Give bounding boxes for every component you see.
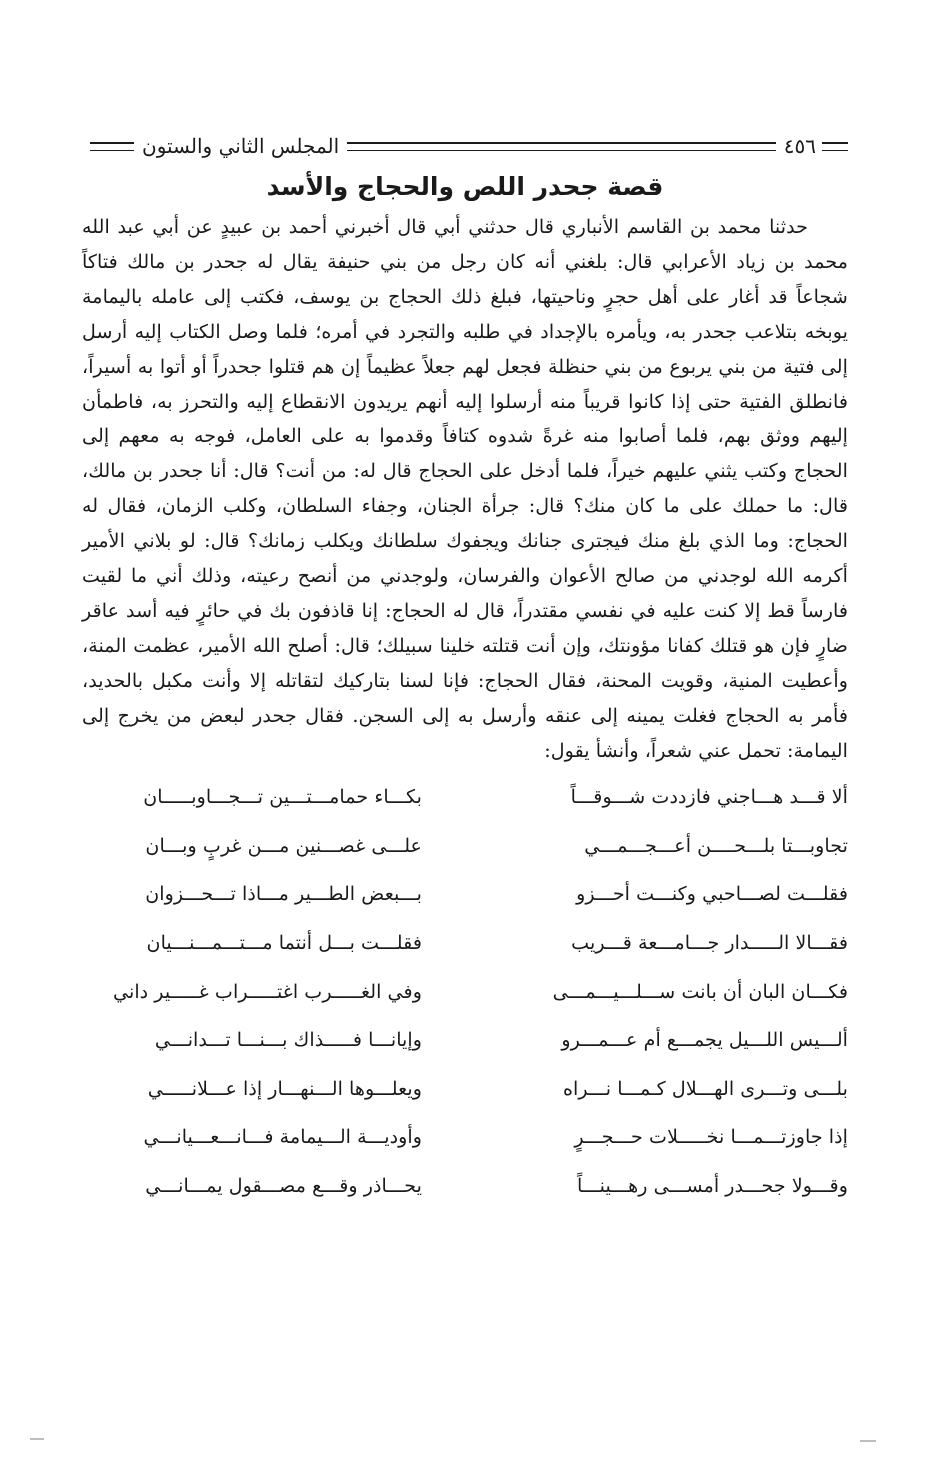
header-rule-middle [347, 142, 776, 151]
verse-line [82, 1161, 848, 1210]
verse-gap [422, 967, 508, 1016]
verse-second-hemistich: فقلـــت بـــل أنتما مـــتـــمـــنـــيان [146, 931, 422, 955]
verse-line [82, 1015, 848, 1064]
verse-first-hemistich: وقـــولا جحـــدر أمســـى رهـــينـــاً [576, 1174, 848, 1198]
verse-line [82, 821, 848, 870]
verse-first-hemistich: فقلـــت لصـــاحبي وكنـــت أحـــزو [576, 882, 848, 906]
verse-line [82, 1113, 848, 1162]
verse-first-hemistich: ألـــيس اللـــيل يجمـــع أم عـــمـــرو [561, 1028, 848, 1052]
story-title: قصة جحدر اللص والحجاج والأسد [266, 172, 664, 201]
verse-first-hemistich: بلـــى وتـــرى الهـــلال كـمـــا نـــراه [562, 1076, 848, 1100]
verse-line [82, 870, 848, 919]
verse-gap [422, 918, 508, 967]
verse-second-hemistich: وأوديـــة الـــيمامة فـــانـــعـــيانـــي [143, 1125, 422, 1149]
verse-second-hemistich: وإيانـــا فـــــذاك بـــنـــا تـــدانـــي [154, 1028, 422, 1052]
verse-line [82, 918, 848, 967]
verse-gap [422, 870, 508, 919]
poem [82, 773, 848, 1210]
scan-artifact [30, 1438, 44, 1440]
verse-gap [422, 773, 508, 822]
book-page [82, 128, 848, 1210]
header-rule-right [822, 142, 848, 151]
verse-line [82, 773, 848, 822]
verse-second-hemistich: ويعلـــوها الـــنهـــار إذا عـــلانـــــي [147, 1076, 422, 1100]
verse-second-hemistich: علـــى غصـــنين مـــن غربٍ وبـــان [145, 833, 422, 857]
verse-gap [422, 1015, 508, 1064]
verse-gap [422, 1113, 508, 1162]
running-header [82, 128, 848, 164]
verse-line [82, 967, 848, 1016]
verse-second-hemistich: يحـــاذر وقـــع مصـــقول يمـــانـــي [145, 1174, 422, 1198]
verse-first-hemistich: فقـــالا الـــــدار جـــامـــعة قـــريب [571, 931, 848, 955]
header-rule-left [90, 142, 134, 151]
verse-gap [422, 1161, 508, 1210]
body-paragraph: حدثنا محمد بن القاسم الأنباري قال حدثني أبي قال أخبرني أحمد بن عبيدٍ عن أبي عبد الله محمد بن زياد الأعرابي قال: بلغني أنه كان رجل من بني حنيفة يقال له جحدر بن مالك فتاكاً شجاعاً قد أغار على أهل حجرٍ وناحيتها، فبلغ ذلك الحجاج بن يوسف، فكتب إلى عامله باليمامة يوبخه بتلاعب جحدر به، ويأمره بالإجداد في طلبه والتجرد في أمره؛ فلما وصل الكتاب إليه أرسل إلى فتية من بني يربوع من بني حنظلة فجعل لهم جعلاً عظيماً إن هم قتلوا جحدراً أو أتوا به أسيراً، فانطلق الفتية حتى إذا كانوا قريباً منه أرسلوا إليه أنهم يريدون الانقطاع إليه والتحرز به، فاطمأن إليهم ووثق بهم، فلما أصابوا منه غرةً شدوه كتافاً وقدموا به على العامل، فوجه به معهم إلى الحجاج وكتب يثني عليهم خيراً، فلما أدخل على الحجاج قال له: من أنت؟ قال: أنا جحدر بن مالك، قال: ما حملك على ما كان منك؟ قال: جرأة الجنان، وجفاء السلطان، وكلب الزمان، فقال له الحجاج: وما الذي بلغ منك فيجترى جنانك ويجفوك سلطانك ويكلب زمانك؟ قال: لو بلاني الأمير أكرمه الله لوجدني من صالح الأعوان والفرسان، ولوجدني من أنصح رعيته، وذلك أني ما لقيت فارساً قط إلا كنت عليه في نفسي مقتدراً، قال له الحجاج: إنا قاذفون بك في حائرٍ فيه أسد عاقر ضارٍ فإن هو قتلك كفانا مؤونتك، وإن أنت قتلته خلينا سبيلك؛ قال: أصلح الله الأمير، عظمت المنة، وأعطيت المنية، وقويت المحنة، فقال الحجاج: فإنا لسنا بتاركيك لتقاتله إلا وأنت مكبل بالحديد، فأمر به الحجاج فغلت يمينه إلى عنقه وأرسل به إلى السجن. فقال جحدر لبعض من يخرج إلى اليمامة: تحمل عني شعراً، وأنشأ يقول: [82, 215, 848, 762]
verse-first-hemistich: فكـــان البان أن بانت ســـلـــيـــمـــى [552, 979, 848, 1003]
verse-gap [422, 1064, 508, 1113]
verse-first-hemistich: تجاوبـــتا بلـــحــــن أعـــجـــمـــي [584, 833, 848, 857]
verse-first-hemistich: ألا قـــد هـــاجني فازددت شـــوقـــاً [570, 785, 848, 809]
verse-first-hemistich: إذا جاوزتـــمـــا نخـــــلات حـــجـــرٍ [574, 1125, 848, 1149]
verse-second-hemistich: وفي الغـــــرب اغتـــــراب غـــــير داني [113, 979, 422, 1003]
verse-gap [422, 821, 508, 870]
verse-line [82, 1064, 848, 1113]
page-number: ٤٥٦ [783, 134, 816, 158]
verse-second-hemistich: بـــبعض الطـــير مـــاذا تـــحـــزوان [145, 882, 422, 906]
scan-artifact [860, 1440, 876, 1442]
verse-second-hemistich: بكـــاء حمامـــتـــين تـــجـــاوبـــــان [143, 785, 422, 809]
section-title: المجلس الثاني والستون [142, 134, 340, 158]
